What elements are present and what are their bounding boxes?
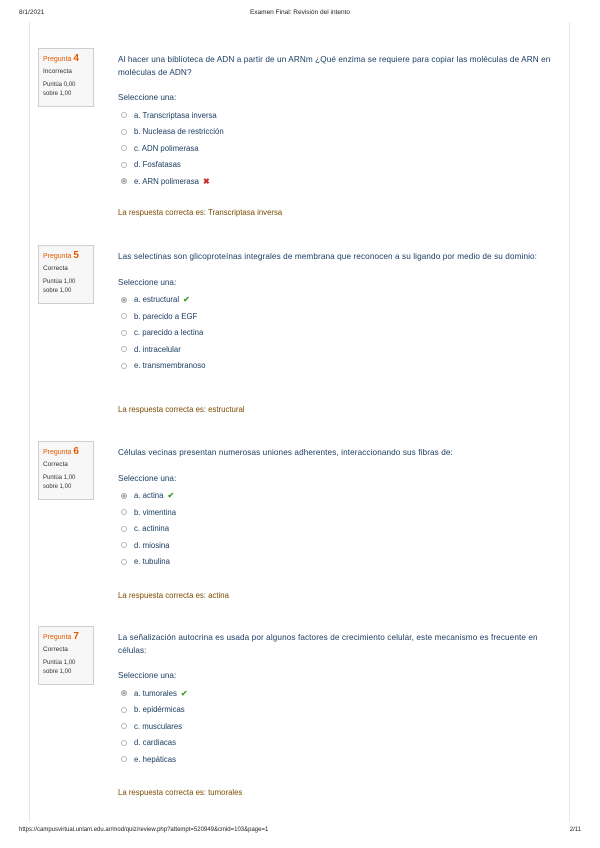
answer-label: d. cardiacas — [134, 738, 177, 748]
answer-label: e. tubulina — [134, 557, 170, 567]
question-grade — [43, 81, 89, 99]
select-prompt: Seleccione una: — [118, 473, 177, 483]
answer-option[interactable] — [118, 308, 558, 325]
radio-button[interactable] — [121, 559, 127, 565]
radio-button[interactable] — [121, 162, 127, 168]
max-score: sobre 1,00 — [43, 91, 72, 97]
question-grade — [43, 278, 89, 296]
question-text: La señalización autocrina es usada por algunos factores de crecimiento celular, este mecanismo es frecuente en células: — [118, 633, 538, 655]
radio-button[interactable] — [121, 690, 127, 696]
question-info — [38, 48, 94, 107]
question-info — [38, 245, 94, 304]
question-number — [43, 54, 89, 65]
question-number — [43, 447, 89, 458]
incorrect-icon: ✖ — [203, 176, 210, 186]
score: Puntúa 1,00 — [43, 475, 76, 481]
question-grade — [43, 659, 89, 677]
print-url: https://campusvirtual.unlam.edu.ar/mod/quiz/review.php?attempt=520949&cmid=103&page=1 — [19, 827, 269, 833]
answer-option[interactable] — [118, 521, 558, 538]
answer-option[interactable] — [118, 325, 558, 342]
score: Puntúa 0,00 — [43, 82, 76, 88]
answer-option[interactable] — [118, 702, 558, 719]
answer-option[interactable] — [118, 504, 558, 521]
answer-option[interactable] — [118, 554, 558, 571]
answer-option[interactable] — [118, 124, 558, 141]
radio-button[interactable] — [121, 178, 127, 184]
question-content — [118, 626, 558, 797]
question-state: Correcta — [43, 461, 68, 468]
correct-answer-feedback: La respuesta correcta es: Transcriptasa inversa — [118, 208, 283, 217]
question-num: 6 — [73, 446, 79, 457]
print-footer — [0, 827, 600, 839]
answer-option[interactable] — [118, 157, 558, 174]
answer-label: b. vimentina — [134, 507, 177, 517]
answer-option[interactable] — [118, 751, 558, 768]
answer-label: a. estructural — [134, 295, 180, 305]
answer-option[interactable] — [118, 537, 558, 554]
radio-button[interactable] — [121, 297, 127, 303]
select-prompt: Seleccione una: — [118, 277, 177, 287]
answer-option[interactable] — [118, 735, 558, 752]
max-score: sobre 1,00 — [43, 669, 72, 675]
answer-options — [118, 107, 558, 190]
question-num: 4 — [73, 53, 79, 64]
radio-button[interactable] — [121, 112, 127, 118]
radio-button[interactable] — [121, 509, 127, 515]
answer-label: a. tumorales — [134, 688, 177, 698]
max-score: sobre 1,00 — [43, 484, 72, 490]
question-number — [43, 251, 89, 262]
question-grade — [43, 474, 89, 492]
radio-button[interactable] — [121, 313, 127, 319]
answer-label: a. Transcriptasa inversa — [134, 110, 217, 120]
answer-label: a. actina — [134, 491, 164, 501]
answer-option[interactable] — [118, 140, 558, 157]
question-num: 7 — [73, 631, 79, 642]
answer-option[interactable] — [118, 292, 558, 309]
print-title: Examen Final: Revisión del intento — [249, 9, 351, 16]
select-prompt: Seleccione una: — [118, 671, 177, 680]
correct-answer-feedback: La respuesta correcta es: actina — [118, 591, 229, 600]
question-num: 5 — [73, 250, 79, 261]
answer-label: e. transmembranoso — [134, 361, 206, 371]
question-label: Pregunta — [43, 634, 72, 641]
answer-label: b. epidérmicas — [134, 705, 185, 715]
answer-option[interactable] — [118, 107, 558, 124]
radio-button[interactable] — [121, 346, 127, 352]
radio-button[interactable] — [121, 330, 127, 336]
answer-option[interactable] — [118, 488, 558, 505]
correct-icon: ✔ — [180, 688, 188, 698]
answer-label: b. Nucleasa de restricción — [134, 127, 224, 137]
answer-options — [118, 292, 558, 375]
question-number — [43, 632, 89, 643]
question-4 — [38, 48, 558, 228]
answer-option[interactable] — [118, 718, 558, 735]
page-frame-left — [29, 22, 30, 822]
answer-options — [118, 488, 558, 571]
correct-icon: ✔ — [167, 491, 175, 501]
answer-label: c. actinina — [134, 524, 170, 534]
answer-label: e. hepáticas — [134, 754, 177, 764]
question-text: Las selectinas son glicoproteínas integrales de membrana que reconocen a su ligando por medio de su dominio: — [118, 252, 538, 261]
radio-button[interactable] — [121, 707, 127, 713]
question-state: Incorrecta — [43, 68, 72, 75]
page-frame-right — [569, 22, 570, 822]
question-content — [118, 245, 558, 414]
question-text: Al hacer una biblioteca de ADN a partir de un ARNm ¿Qué enzima se requiere para copiar las moléculas de ARN en moléculas de ADN? — [118, 55, 551, 77]
answer-label: d. Fosfatasas — [134, 160, 181, 170]
correct-icon: ✔ — [183, 295, 190, 305]
answer-label: c. musculares — [134, 721, 183, 731]
max-score: sobre 1,00 — [43, 288, 72, 294]
select-prompt: Seleccione una: — [118, 93, 177, 102]
radio-button[interactable] — [121, 526, 127, 532]
answer-option[interactable] — [118, 341, 558, 358]
answer-option[interactable] — [118, 358, 558, 375]
question-text: Células vecinas presentan numerosas uniones adherentes, interaccionando sus fibras de: — [118, 448, 453, 457]
print-date: 8/1/2021 — [19, 9, 45, 16]
question-label: Pregunta — [43, 253, 72, 260]
question-info — [38, 626, 94, 685]
radio-button[interactable] — [121, 740, 127, 746]
radio-button[interactable] — [121, 542, 127, 548]
score: Puntúa 1,00 — [43, 279, 76, 285]
question-info — [38, 441, 94, 500]
print-page-number: 2/11 — [569, 827, 581, 833]
answer-option[interactable] — [118, 685, 558, 702]
answer-label: c. ADN polimerasa — [134, 143, 199, 153]
radio-button[interactable] — [121, 756, 127, 762]
question-5 — [38, 245, 558, 425]
answer-option[interactable] — [118, 173, 558, 190]
answer-label: c. parecido a lectina — [134, 328, 204, 338]
answer-options — [118, 685, 558, 768]
print-header — [0, 9, 600, 21]
question-6 — [38, 441, 558, 611]
answer-label: b. parecido a EGF — [134, 311, 198, 321]
radio-button[interactable] — [121, 145, 127, 151]
question-content — [118, 441, 558, 600]
radio-button[interactable] — [121, 363, 127, 369]
question-7 — [38, 626, 558, 806]
answer-label: d. miosina — [134, 540, 170, 550]
radio-button[interactable] — [121, 493, 127, 499]
answer-label: e. ARN polimerasa — [134, 176, 200, 186]
question-state: Correcta — [43, 646, 68, 653]
question-label: Pregunta — [43, 56, 72, 63]
correct-answer-feedback: La respuesta correcta es: estructural — [118, 405, 245, 414]
score: Puntúa 1,00 — [43, 660, 76, 666]
answer-label: d. intracelular — [134, 344, 181, 354]
question-label: Pregunta — [43, 449, 72, 456]
correct-answer-feedback: La respuesta correcta es: tumorales — [118, 788, 243, 797]
question-state: Correcta — [43, 265, 68, 272]
question-content — [118, 48, 558, 217]
radio-button[interactable] — [121, 129, 127, 135]
radio-button[interactable] — [121, 723, 127, 729]
